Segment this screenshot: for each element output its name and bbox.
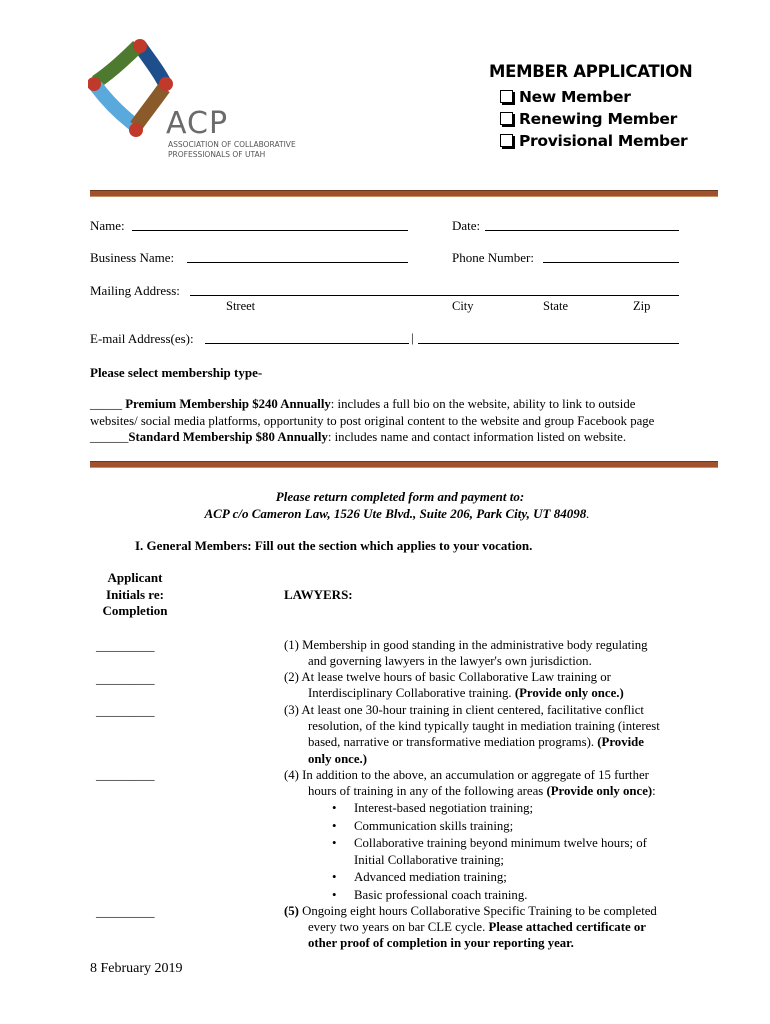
premium-option[interactable]: _____ Premium Membership $240 Annually: includes a full bio on the website, ability to link to outside	[90, 397, 636, 411]
zip-sublabel: Zip	[633, 299, 651, 313]
membership-heading: Please select membership type-	[90, 365, 263, 380]
divider	[90, 461, 718, 468]
initials-blank-2[interactable]: _________	[96, 671, 155, 686]
email-separator: |	[411, 330, 414, 345]
section-heading: I. General Members: Fill out the section which applies to your vocation.	[135, 538, 533, 553]
option-new-member[interactable]: New Member	[500, 88, 631, 106]
phone-field[interactable]	[543, 250, 679, 263]
requirement-3: (3) At least one 30-hour training in client centered, facilitative conflict resolution, of the kind typically taught in mediation training (interest based, narrative or transformative mediation programs). (Provide only once.)	[284, 703, 660, 766]
requirement-2: (2) At lease twelve hours of basic Collaborative Law training or Interdisciplinary Collaborative training. (Provide only once.)	[284, 670, 624, 701]
date-label: Date:	[452, 218, 481, 233]
email-label: E-mail Address(es):	[90, 331, 194, 346]
list-item: • Communication skills training;	[330, 818, 710, 836]
list-item: • Advanced mediation training;	[330, 869, 710, 887]
list-item-continuation: Initial Collaborative training;	[354, 852, 504, 867]
initials-column-header: Applicant Initials re: Completion	[102, 570, 168, 618]
return-address: ACP c/o Cameron Law, 1526 Ute Blvd., Suite 206, Park City, UT 84098.	[204, 506, 590, 521]
page-title: MEMBER APPLICATION	[489, 62, 693, 81]
name-field[interactable]	[132, 218, 408, 231]
date-field[interactable]	[485, 218, 679, 231]
initials-blank-3[interactable]: _________	[96, 703, 155, 718]
divider	[90, 190, 718, 197]
option-renewing-member[interactable]: Renewing Member	[500, 110, 677, 128]
business-name-label: Business Name:	[90, 250, 175, 265]
business-name-field[interactable]	[187, 250, 408, 263]
mailing-address-label: Mailing Address:	[90, 283, 180, 298]
logo-acronym: ACP	[166, 106, 229, 141]
name-label: Name:	[90, 218, 125, 233]
state-sublabel: State	[543, 299, 568, 313]
list-item: • Collaborative training beyond minimum twelve hours; of	[330, 835, 710, 853]
premium-desc-cont: websites/ social media platforms, opportunity to post original content to the website and group Facebook page	[90, 414, 655, 428]
list-item: • Basic professional coach training.	[330, 887, 710, 905]
return-instructions: Please return completed form and payment to:	[275, 489, 525, 504]
logo-line2: PROFESSIONALS OF UTAH	[168, 150, 266, 159]
checkbox-icon[interactable]	[500, 112, 513, 125]
phone-label: Phone Number:	[452, 250, 534, 265]
initials-blank-4[interactable]: _________	[96, 767, 155, 782]
logo-line1: ASSOCIATION OF COLLABORATIVE	[168, 140, 296, 149]
standard-option[interactable]: ______Standard Membership $80 Annually: includes name and contact information listed on website.	[90, 430, 627, 444]
email-field-2[interactable]	[418, 331, 679, 344]
acp-logo	[88, 38, 303, 168]
requirement-5: (5) Ongoing eight hours Collaborative Specific Training to be completed every two years on bar CLE cycle. Please attached certificate or other proof of completion in your reporting year.	[284, 904, 657, 951]
initials-blank-1[interactable]: _________	[96, 638, 155, 653]
email-field-1[interactable]	[205, 331, 409, 344]
list-item: • Interest-based negotiation training;	[330, 800, 710, 818]
checkbox-icon[interactable]	[500, 90, 513, 103]
option-provisional-member[interactable]: Provisional Member	[500, 132, 687, 150]
mailing-address-field[interactable]	[190, 283, 679, 296]
city-sublabel: City	[452, 299, 474, 313]
requirement-1: (1) Membership in good standing in the administrative body regulating and governing lawyers in the lawyer's own jurisdiction.	[284, 638, 648, 669]
requirement-4: (4) In addition to the above, an accumulation or aggregate of 15 further hours of training in any of the following areas (Provide only once):	[284, 768, 656, 799]
checkbox-icon[interactable]	[500, 134, 513, 147]
street-sublabel: Street	[226, 299, 256, 313]
training-areas-list	[330, 800, 710, 904]
footer-date: 8 February 2019	[90, 961, 183, 976]
initials-blank-5[interactable]: _________	[96, 904, 155, 919]
lawyers-heading: LAWYERS:	[284, 587, 353, 602]
